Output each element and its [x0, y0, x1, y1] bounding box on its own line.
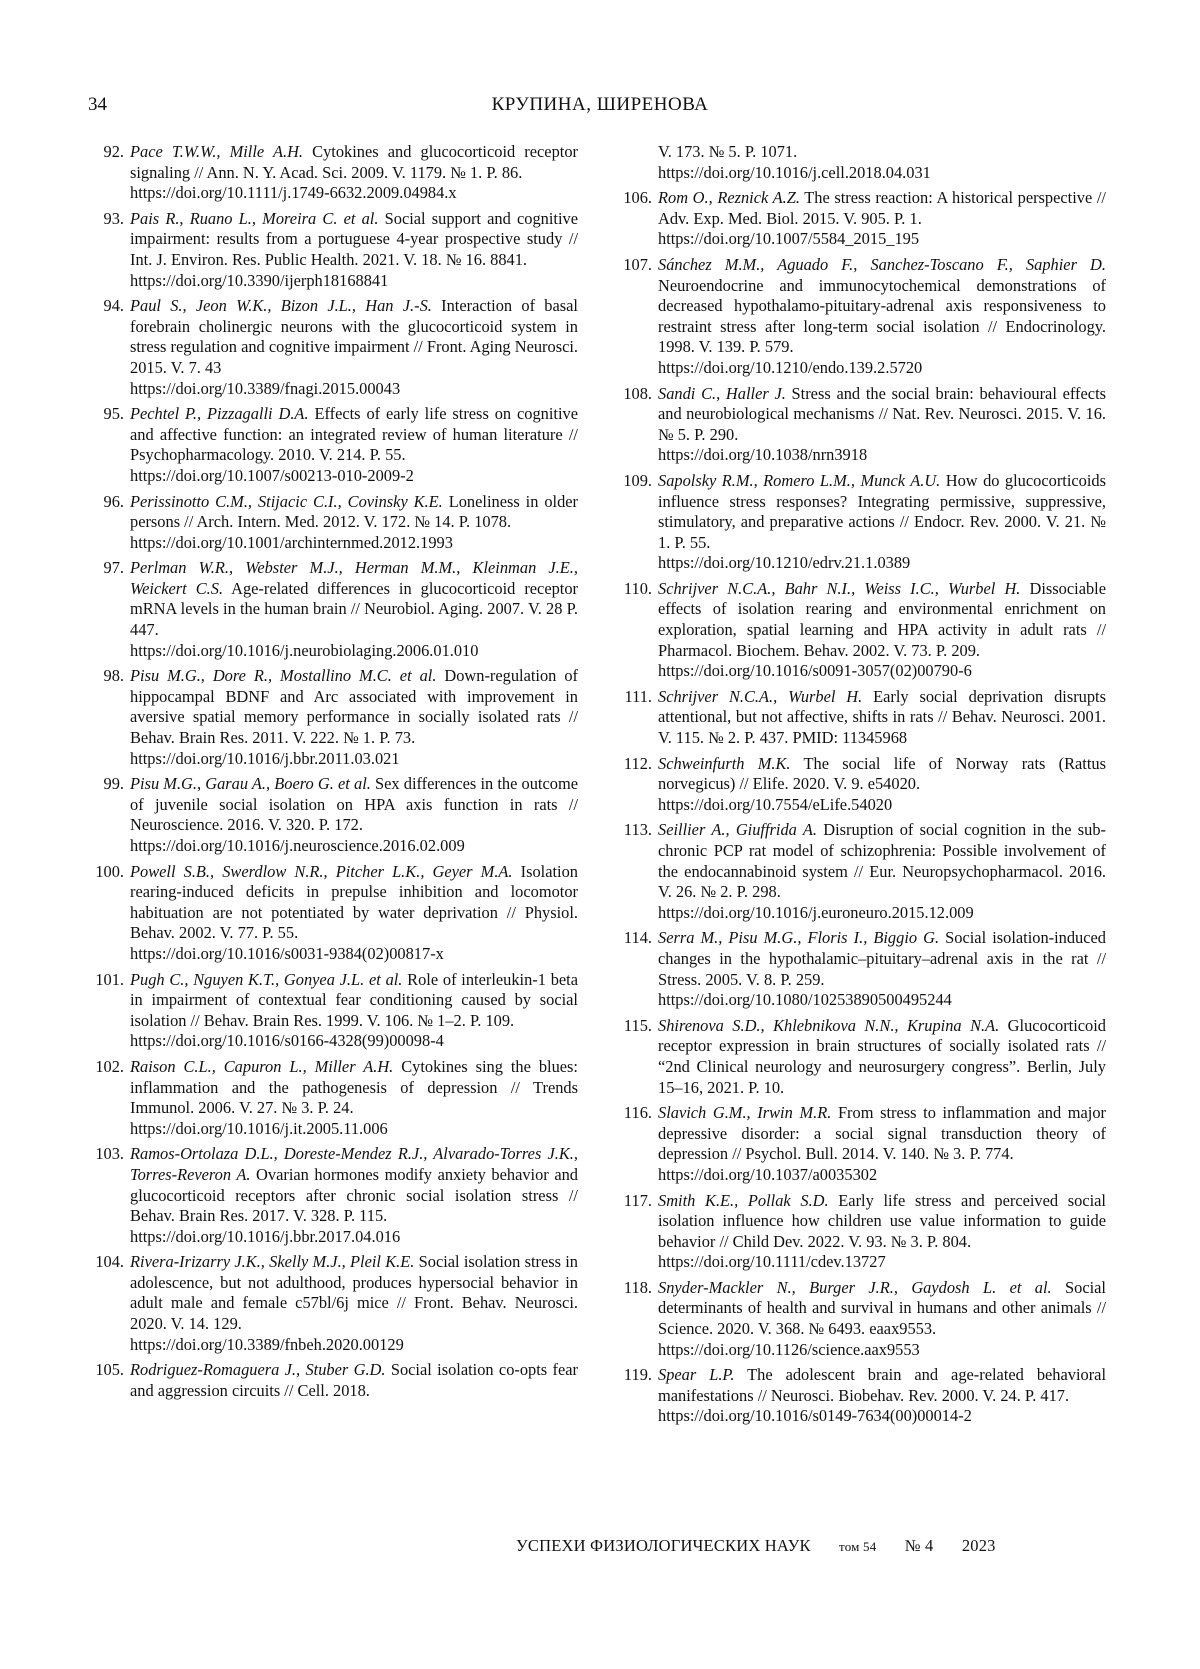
journal-year: 2023	[962, 1536, 996, 1555]
reference-body	[130, 209, 578, 291]
reference-text: Dissociable effects of isolation rearing and environmental enrichment on exploration, spatial learning and HPA activity in adult rats // Pharmacol. Biochem. Behav. 2002. V. 73. P. 209.	[658, 579, 1106, 660]
reference-doi-link[interactable]: https://doi.org/10.1001/archinternmed.2012.1993	[130, 533, 578, 554]
reference-authors: Smith K.E., Pollak S.D.	[658, 1191, 829, 1210]
reference-item	[86, 774, 578, 856]
reference-authors: Raison C.L., Capuron L., Miller A.H.	[130, 1057, 393, 1076]
reference-text: Cytokines and glucocorticoid receptor signaling // Ann. N. Y. Acad. Sci. 2009. V. 1179. № 1. P. 86.	[130, 142, 578, 182]
continuation-doi[interactable]: https://doi.org/10.1016/j.cell.2018.04.031	[658, 163, 1106, 184]
reference-doi-link[interactable]: https://doi.org/10.1111/cdev.13727	[658, 1252, 1106, 1273]
reference-authors: Rodriguez-Romaguera J., Stuber G.D.	[130, 1360, 385, 1379]
reference-text: Stress and the social brain: behavioural effects and neurobiological mechanisms // Nat. Rev. Neurosci. 2015. V. 16. № 5. P. 290.	[658, 384, 1106, 444]
reference-number: 112.	[614, 754, 658, 816]
reference-number: 109.	[614, 471, 658, 574]
reference-body	[130, 1360, 578, 1401]
reference-number: 107.	[614, 255, 658, 379]
reference-item	[614, 384, 1106, 466]
reference-doi-link[interactable]: https://doi.org/10.3389/fnbeh.2020.00129	[130, 1335, 578, 1356]
reference-authors: Perlman W.R., Webster M.J., Herman M.M., Kleinman J.E., Weickert C.S.	[130, 558, 578, 598]
reference-item	[86, 558, 578, 661]
reference-number: 100.	[86, 862, 130, 965]
reference-text: Social isolation stress in adolescence, but not adulthood, produces hypersocial behavior in adult male and female c57bl/6j mice // Front. Behav. Neurosci. 2020. V. 14. 129.	[130, 1252, 578, 1333]
reference-body	[130, 970, 578, 1052]
reference-text: Neuroendocrine and immunocytochemical demonstrations of decreased hypothalamo-pituitary-adrenal axis responsiveness to restraint stress after long-term social isolation // Endocrinology. 1998. V. 139. P. 579.	[658, 276, 1106, 357]
reference-authors: Serra M., Pisu M.G., Floris I., Biggio G.	[658, 928, 939, 947]
reference-authors: Pechtel P., Pizzagalli D.A.	[130, 404, 309, 423]
reference-number: 94.	[86, 296, 130, 399]
reference-doi-link[interactable]: https://doi.org/10.1007/5584_2015_195	[658, 229, 1106, 250]
reference-body	[658, 188, 1106, 250]
reference-number: 101.	[86, 970, 130, 1052]
reference-text: Isolation rearing-induced deficits in prepulse inhibition and locomotor habituation are not potentiated by water deprivation // Physiol. Behav. 2002. V. 77. P. 55.	[130, 862, 578, 943]
continuation-text: V. 173. № 5. P. 1071.	[658, 142, 797, 161]
reference-text: How do glucocorticoids influence stress responses? Integrating permissive, suppressive, stimulatory, and preparative actions // Endocr. Rev. 2000. V. 21. № 1. P. 55.	[658, 471, 1106, 552]
references-left-column	[86, 142, 578, 1406]
reference-item	[614, 471, 1106, 574]
reference-number: 108.	[614, 384, 658, 466]
reference-body	[130, 862, 578, 965]
reference-authors: Pisu M.G., Dore R., Mostallino M.C. et al.	[130, 666, 436, 685]
reference-doi-link[interactable]: https://doi.org/10.7554/eLife.54020	[658, 795, 1106, 816]
reference-number: 118.	[614, 1278, 658, 1360]
reference-authors: Pais R., Ruano L., Moreira C. et al.	[130, 209, 378, 228]
reference-doi-link[interactable]: https://doi.org/10.1037/a0035302	[658, 1165, 1106, 1186]
reference-number: 116.	[614, 1103, 658, 1185]
reference-body	[130, 1144, 578, 1247]
reference-item	[614, 188, 1106, 250]
reference-authors: Slavich G.M., Irwin M.R.	[658, 1103, 831, 1122]
reference-doi-link[interactable]: https://doi.org/10.1126/science.aax9553	[658, 1340, 1106, 1361]
reference-doi-link[interactable]: https://doi.org/10.1007/s00213-010-2009-2	[130, 466, 578, 487]
reference-item	[86, 404, 578, 486]
reference-authors: Pugh C., Nguyen K.T., Gonyea J.L. et al.	[130, 970, 402, 989]
reference-body	[130, 404, 578, 486]
reference-text: Disruption of social cognition in the sub-chronic PCP rat model of schizophrenia: Possible involvement of the endocannabinoid system // Eur. Neuropsychopharmacol. 2016. V. 26. № 2. P. 298.	[658, 820, 1106, 901]
reference-number: 104.	[86, 1252, 130, 1355]
reference-text: Social isolation co-opts fear and aggression circuits // Cell. 2018.	[130, 1360, 578, 1400]
reference-body	[658, 1103, 1106, 1185]
running-head: КРУПИНА, ШИРЕНОВА	[0, 94, 1200, 116]
reference-text: Loneliness in older persons // Arch. Intern. Med. 2012. V. 172. № 14. P. 1078.	[130, 492, 578, 532]
reference-body	[130, 558, 578, 661]
reference-body	[130, 492, 578, 554]
reference-text: Effects of early life stress on cognitive and affective function: an integrated review of human literature // Psychopharmacology. 2010. V. 214. P. 55.	[130, 404, 578, 464]
reference-text: Glucocorticoid receptor expression in brain structures of socially isolated rats // “2nd Clinical neurology and neurosurgery congress”. Berlin, July 15–16, 2021. P. 10.	[658, 1016, 1106, 1097]
reference-body	[130, 666, 578, 769]
reference-authors: Schrijver N.C.A., Bahr N.I., Weiss I.C., Wurbel H.	[658, 579, 1020, 598]
reference-body	[658, 687, 1106, 749]
reference-authors: Sánchez M.M., Aguado F., Sanchez-Toscano F., Saphier D.	[658, 255, 1106, 274]
reference-authors: Pace T.W.W., Mille A.H.	[130, 142, 303, 161]
reference-continuation	[614, 142, 1106, 183]
reference-authors: Ramos-Ortolaza D.L., Doreste-Mendez R.J., Alvarado-Torres J.K., Torres-Reveron A.	[130, 1144, 578, 1184]
reference-doi-link[interactable]: https://doi.org/10.1016/j.euroneuro.2015.12.009	[658, 903, 1106, 924]
reference-item	[86, 209, 578, 291]
reference-text: Social isolation-induced changes in the hypothalamic–pituitary–adrenal axis in the rat // Stress. 2005. V. 8. P. 259.	[658, 928, 1106, 988]
reference-body	[658, 820, 1106, 923]
reference-number: 93.	[86, 209, 130, 291]
reference-number: 115.	[614, 1016, 658, 1098]
reference-doi-link[interactable]: https://doi.org/10.1016/j.neurobiolaging.2006.01.010	[130, 641, 578, 662]
reference-authors: Schrijver N.C.A., Wurbel H.	[658, 687, 862, 706]
reference-doi-link[interactable]: https://doi.org/10.1016/s0149-7634(00)00014-2	[658, 1406, 1106, 1427]
reference-number: 102.	[86, 1057, 130, 1139]
reference-authors: Perissinotto C.M., Stijacic C.I., Covinsky K.E.	[130, 492, 443, 511]
reference-number: 92.	[86, 142, 130, 204]
reference-text: Age-related differences in glucocorticoid receptor mRNA levels in the human brain // Neurobiol. Aging. 2007. V. 28 P. 447.	[130, 579, 578, 639]
reference-authors: Shirenova S.D., Khlebnikova N.N., Krupina N.A.	[658, 1016, 999, 1035]
reference-authors: Rom O., Reznick A.Z.	[658, 188, 800, 207]
reference-item	[86, 296, 578, 399]
reference-item	[86, 666, 578, 769]
reference-item	[614, 1016, 1106, 1098]
reference-item	[614, 820, 1106, 923]
reference-number: 106.	[614, 188, 658, 250]
reference-text: From stress to inflammation and major depressive disorder: a social signal transduction theory of depression // Psychol. Bull. 2014. V. 140. № 3. P. 774.	[658, 1103, 1106, 1163]
reference-number: 117.	[614, 1191, 658, 1273]
journal-volume: том 54	[839, 1539, 876, 1554]
reference-text: Interaction of basal forebrain cholinergic neurons with the glucocorticoid system in stress regulation and cognitive impairment // Front. Aging Neurosci. 2015. V. 7. 43	[130, 296, 578, 377]
reference-item	[614, 1103, 1106, 1185]
reference-item	[614, 928, 1106, 1010]
reference-authors: Pisu M.G., Garau A., Boero G. et al.	[130, 774, 371, 793]
reference-item	[614, 1191, 1106, 1273]
reference-doi-link[interactable]: https://doi.org/10.3389/fnagi.2015.00043	[130, 379, 578, 400]
reference-doi-link[interactable]: https://doi.org/10.1210/endo.139.2.5720	[658, 358, 1106, 379]
reference-item	[614, 754, 1106, 816]
reference-doi-link[interactable]: https://doi.org/10.1016/s0091-3057(02)00790-6	[658, 661, 1106, 682]
reference-body	[658, 471, 1106, 574]
journal-footer	[516, 1536, 996, 1556]
reference-text: Down-regulation of hippocampal BDNF and Arc associated with improvement in aversive spatial memory performance in socially isolated rats // Behav. Brain Res. 2011. V. 222. № 1. P. 73.	[130, 666, 578, 747]
reference-item	[86, 142, 578, 204]
reference-doi-link[interactable]: https://doi.org/10.1016/j.it.2005.11.006	[130, 1119, 578, 1140]
reference-body	[130, 142, 578, 204]
reference-body	[130, 774, 578, 856]
reference-body	[658, 754, 1106, 816]
reference-item	[86, 492, 578, 554]
reference-body	[130, 1057, 578, 1139]
reference-item	[614, 255, 1106, 379]
reference-number: 97.	[86, 558, 130, 661]
reference-authors: Powell S.B., Swerdlow N.R., Pitcher L.K., Geyer M.A.	[130, 862, 513, 881]
reference-body	[658, 384, 1106, 466]
reference-number: 99.	[86, 774, 130, 856]
reference-authors: Sandi C., Haller J.	[658, 384, 786, 403]
reference-authors: Rivera-Irizarry J.K., Skelly M.J., Pleil K.E.	[130, 1252, 414, 1271]
reference-text: Role of interleukin-1 beta in impairment of contextual fear conditioning caused by social isolation // Behav. Brain Res. 1999. V. 106. № 1–2. P. 109.	[130, 970, 578, 1030]
reference-number: 119.	[614, 1365, 658, 1427]
reference-text: Ovarian hormones modify anxiety behavior and glucocorticoid receptors after chronic social isolation stress // Behav. Brain Res. 2017. V. 328. P. 115.	[130, 1165, 578, 1225]
reference-item	[614, 1278, 1106, 1360]
reference-text: Social support and cognitive impairment: results from a portuguese 4-year prospective study // Int. J. Environ. Res. Public Health. 2021. V. 18. № 16. 8841.	[130, 209, 578, 269]
reference-body	[658, 1278, 1106, 1360]
reference-doi-link[interactable]: https://doi.org/10.3390/ijerph18168841	[130, 271, 578, 292]
reference-number: 111.	[614, 687, 658, 749]
reference-body	[130, 1252, 578, 1355]
reference-text: The stress reaction: A historical perspective // Adv. Exp. Med. Biol. 2015. V. 905. P. 1.	[658, 188, 1106, 228]
reference-item	[86, 1144, 578, 1247]
reference-body	[658, 1016, 1106, 1098]
reference-authors: Schweinfurth M.K.	[658, 754, 791, 773]
reference-item	[614, 1365, 1106, 1427]
reference-number: 113.	[614, 820, 658, 923]
reference-number: 114.	[614, 928, 658, 1010]
reference-item	[614, 687, 1106, 749]
reference-doi-link[interactable]: https://doi.org/10.1111/j.1749-6632.2009.04984.x	[130, 183, 578, 204]
reference-body	[658, 1191, 1106, 1273]
reference-text: Early social deprivation disrupts attentional, but not affective, shifts in rats // Behav. Neurosci. 2001. V. 115. № 2. P. 437. PMID: 11345968	[658, 687, 1106, 747]
reference-doi-link[interactable]: https://doi.org/10.1080/10253890500495244	[658, 990, 1106, 1011]
reference-number: 105.	[86, 1360, 130, 1401]
reference-item	[86, 970, 578, 1052]
reference-doi-link[interactable]: https://doi.org/10.1016/s0031-9384(02)00817-x	[130, 944, 578, 965]
reference-number: 110.	[614, 579, 658, 682]
reference-body	[658, 928, 1106, 1010]
reference-text: Early life stress and perceived social isolation influence how children use value information to guide behavior // Child Dev. 2022. V. 93. № 3. P. 804.	[658, 1191, 1106, 1251]
reference-doi-link[interactable]: https://doi.org/10.1016/j.neuroscience.2016.02.009	[130, 836, 578, 857]
reference-doi-link[interactable]: https://doi.org/10.1210/edrv.21.1.0389	[658, 553, 1106, 574]
reference-item	[86, 1057, 578, 1139]
reference-text: The adolescent brain and age-related behavioral manifestations // Neurosci. Biobehav. Rev. 2000. V. 24. P. 417.	[658, 1365, 1106, 1405]
reference-doi-link[interactable]: https://doi.org/10.1016/j.bbr.2011.03.021	[130, 749, 578, 770]
reference-doi-link[interactable]: https://doi.org/10.1038/nrn3918	[658, 445, 1106, 466]
reference-item	[86, 1252, 578, 1355]
journal-issue: № 4	[905, 1536, 934, 1555]
reference-text: Sex differences in the outcome of juvenile social isolation on HPA axis function in rats // Neuroscience. 2016. V. 320. P. 172.	[130, 774, 578, 834]
reference-text: The social life of Norway rats (Rattus norvegicus) // Elife. 2020. V. 9. e54020.	[658, 754, 1106, 794]
reference-authors: Sapolsky R.M., Romero L.M., Munck A.U.	[658, 471, 940, 490]
reference-body	[130, 296, 578, 399]
reference-item	[86, 1360, 578, 1401]
journal-name: УСПЕХИ ФИЗИОЛОГИЧЕСКИХ НАУК	[516, 1536, 811, 1555]
reference-authors: Snyder-Mackler N., Burger J.R., Gaydosh L. et al.	[658, 1278, 1052, 1297]
reference-number: 98.	[86, 666, 130, 769]
reference-body	[658, 255, 1106, 379]
reference-number: 96.	[86, 492, 130, 554]
page-number: 34	[88, 94, 107, 116]
reference-item	[614, 579, 1106, 682]
reference-text: Cytokines sing the blues: inflammation and the pathogenesis of depression // Trends Immunol. 2006. V. 27. № 3. P. 24.	[130, 1057, 578, 1117]
reference-item	[86, 862, 578, 965]
reference-authors: Paul S., Jeon W.K., Bizon J.L., Han J.-S.	[130, 296, 432, 315]
reference-authors: Spear L.P.	[658, 1365, 734, 1384]
reference-body	[658, 1365, 1106, 1427]
reference-authors: Seillier A., Giuffrida A.	[658, 820, 817, 839]
reference-number: 103.	[86, 1144, 130, 1247]
reference-text: Social determinants of health and survival in humans and other animals // Science. 2020. V. 368. № 6493. eaax9553.	[658, 1278, 1106, 1338]
reference-body	[658, 579, 1106, 682]
reference-doi-link[interactable]: https://doi.org/10.1016/j.bbr.2017.04.016	[130, 1227, 578, 1248]
reference-doi-link[interactable]: https://doi.org/10.1016/s0166-4328(99)00098-4	[130, 1031, 578, 1052]
reference-number: 95.	[86, 404, 130, 486]
references-right-column	[614, 142, 1106, 1432]
